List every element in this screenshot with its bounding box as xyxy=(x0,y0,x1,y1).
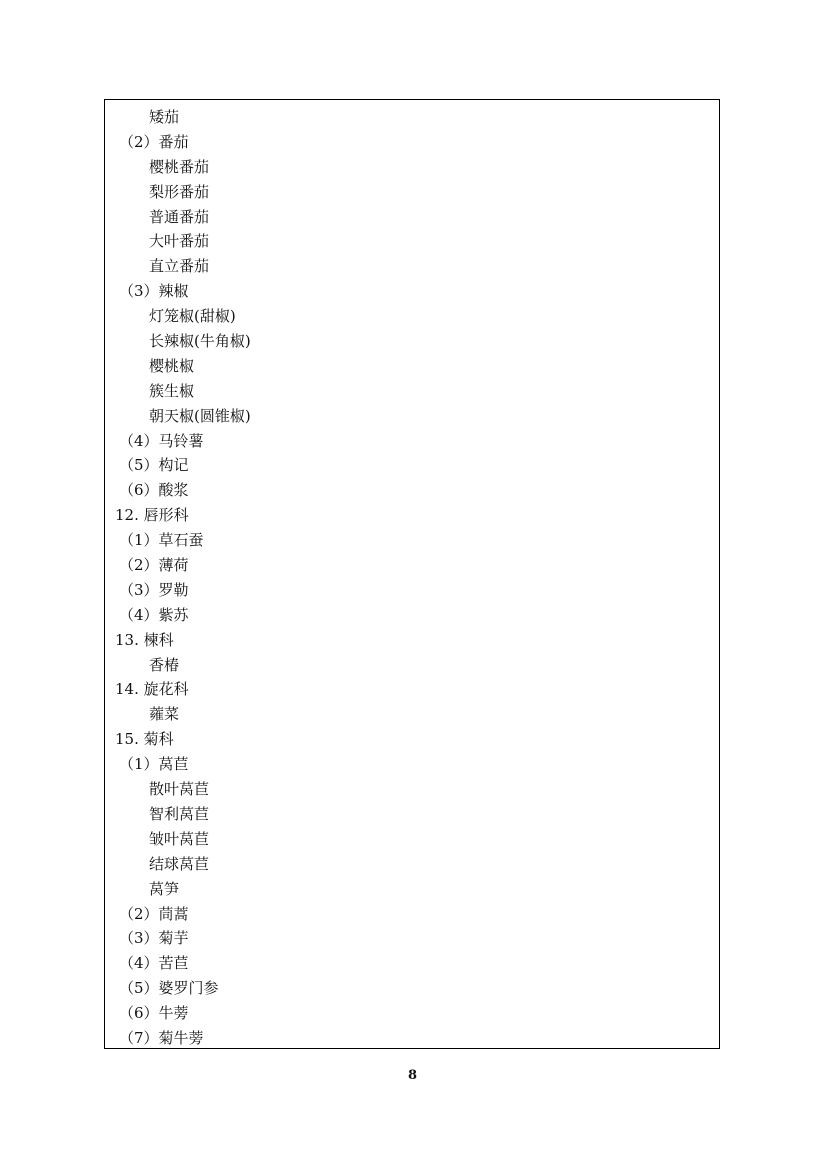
list-item: （6）牛蒡 xyxy=(119,1004,189,1023)
list-subitem: 普通番茄 xyxy=(149,207,210,226)
list-subitem: 大叶番茄 xyxy=(149,232,210,251)
list-subitem: 灯笼椒(甜椒) xyxy=(149,307,236,326)
list-item: （2）茼蒿 xyxy=(119,904,189,923)
list-subitem: 散叶莴苣 xyxy=(149,780,210,799)
list-section-heading: 12. 唇形科 xyxy=(115,506,189,525)
list-subitem: 直立番茄 xyxy=(149,257,210,276)
list-item: （7）菊牛蒡 xyxy=(119,1028,204,1047)
list-item: （1）莴苣 xyxy=(119,755,189,774)
list-subitem: 莴笋 xyxy=(149,879,180,898)
list-item: （4）紫苏 xyxy=(119,605,189,624)
list-section-heading: 14. 旋花科 xyxy=(115,680,189,699)
list-subitem: 智利莴苣 xyxy=(149,804,210,823)
list-subitem: 结球莴苣 xyxy=(149,854,210,873)
list-item: （1）草石蚕 xyxy=(119,531,204,550)
list-subitem: 香椿 xyxy=(149,655,180,674)
list-item: （3）罗勒 xyxy=(119,580,189,599)
list-section-heading: 13. 楝科 xyxy=(115,630,174,649)
list-item: （4）苦苣 xyxy=(119,954,189,973)
list-item: （2）番茄 xyxy=(119,132,189,151)
vegetable-classification-list xyxy=(115,105,709,1051)
list-subitem: 朝天椒(圆锥椒) xyxy=(149,406,251,425)
list-subitem: 樱桃椒 xyxy=(149,356,195,375)
list-subitem: 矮茄 xyxy=(149,108,180,126)
list-item: （3）辣椒 xyxy=(119,282,189,301)
list-item: （5）婆罗门参 xyxy=(119,979,219,998)
list-item: （2）薄荷 xyxy=(119,556,189,575)
list-subitem: 蕹菜 xyxy=(149,705,180,724)
list-item: （4）马铃薯 xyxy=(119,431,204,450)
list-item: （3）菊芋 xyxy=(119,929,189,948)
list-subitem: 樱桃番茄 xyxy=(149,157,210,176)
list-subitem: 簇生椒 xyxy=(149,381,195,400)
list-subitem: 梨形番茄 xyxy=(149,182,210,201)
list-subitem: 皱叶莴苣 xyxy=(149,829,210,848)
document-table-frame xyxy=(104,99,720,1049)
list-section-heading: 15. 菊科 xyxy=(115,730,174,749)
page-number: 8 xyxy=(407,1068,418,1083)
list-item: （6）酸浆 xyxy=(119,481,189,500)
list-item: （5）构记 xyxy=(119,456,189,475)
list-subitem: 长辣椒(牛角椒) xyxy=(149,332,251,351)
